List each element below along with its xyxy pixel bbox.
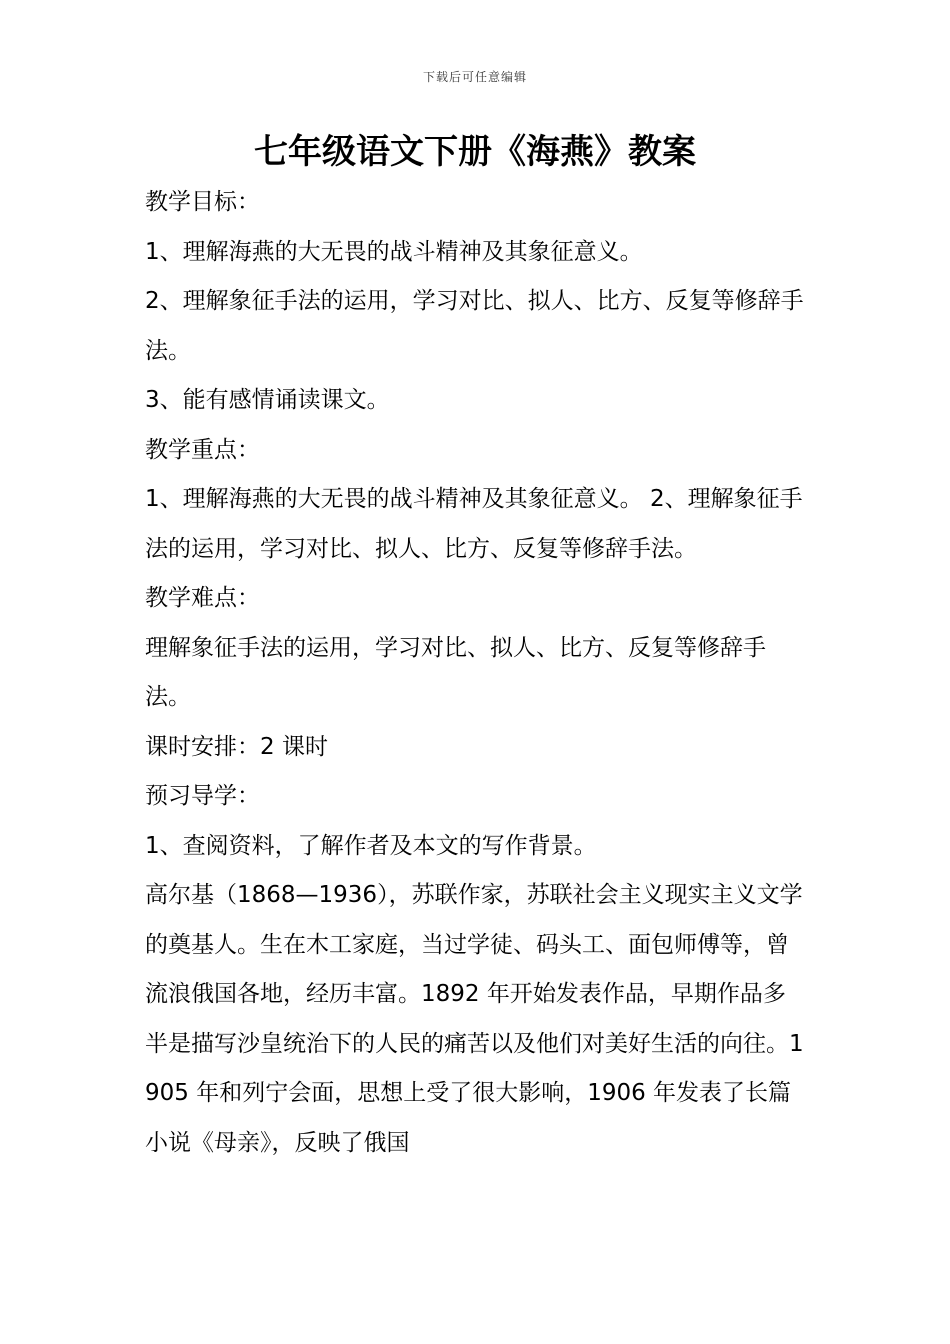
class-hours: 课时安排：2 课时 — [145, 733, 328, 760]
key-points-text: 1、理解海燕的大无畏的战斗精神及其象征意义。 2、理解象征手法的运用，学习对比、拟人、比方、反复等修辞手法。 — [145, 486, 803, 562]
goal-item-2: 2、理解象征手法的运用，学习对比、拟人、比方、反复等修辞手法。 — [145, 288, 804, 364]
goal-item-3: 3、能有感情诵读课文。 — [145, 387, 390, 413]
heading-key-points: 教学重点： — [145, 436, 260, 463]
preview-item-1: 1、查阅资料，了解作者及本文的写作背景。 — [145, 832, 597, 859]
header-note: 下载后可任意编辑 — [422, 70, 527, 84]
document-title: 七年级语文下册《海燕》教案 — [254, 132, 696, 172]
heading-preview: 预习导学： — [145, 783, 260, 809]
heading-difficulties: 教学难点： — [145, 585, 260, 611]
heading-teaching-goals: 教学目标： — [145, 189, 260, 215]
document-body — [145, 178, 805, 1168]
goal-item-1: 1、理解海燕的大无畏的战斗精神及其象征意义。 — [145, 238, 643, 265]
author-background: 高尔基（1868—1936），苏联作家，苏联社会主义现实主义文学的奠基人。生在木工家庭，当过学徒、码头工、面包师傅等，曾流浪俄国各地，经历丰富。1892 年开始发表作品，早期作品多半是描写沙皇统治下的人民的痛苦以及他们对美好生活的向往。1905 年和列宁会面，思想上受了很大影响，1906 年发表了长篇小说《母亲》，反映了俄国 — [145, 882, 804, 1156]
difficulties-text: 理解象征手法的运用，学习对比、拟人、比方、反复等修辞手法。 — [145, 634, 766, 710]
